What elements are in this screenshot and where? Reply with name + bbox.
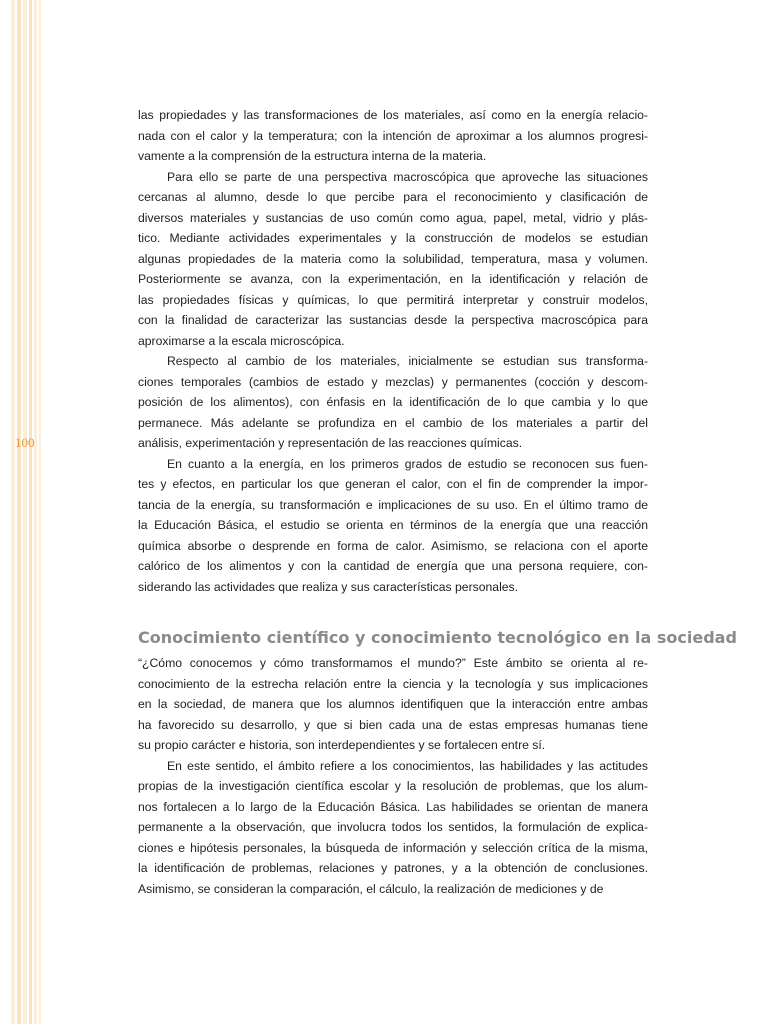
text-line: análisis, experimentación y representación de las reacciones químicas. [138,436,523,450]
margin-stripe [17,0,21,1024]
text-line: ciones e hipótesis personales, la búsqueda de información y selección crítica de la misma, [138,840,648,855]
section-heading: Conocimiento científico y conocimiento tecnológico en la sociedad [138,628,737,647]
text-line: tes y efectos, en particular los que generan el calor, con el fin de comprender la impor- [138,477,648,491]
text-line: la identificación de problemas, relaciones y patrones, y a la obtención de conclusiones. [138,861,648,875]
page-number: 100 [15,435,35,450]
text-line: Respecto al cambio de los materiales, inicialmente se estudian sus transforma- [167,354,648,368]
text-line: tico. Mediante actividades experimentales y la construcción de modelos se estudian [138,231,648,245]
text-line: diversos materiales y sustancias de uso común como agua, papel, metal, vidrio y plás- [138,210,648,225]
paragraph [138,454,648,598]
text-line: posición de los alimentos), con énfasis en la identificación de lo que cambia y lo que [138,395,648,409]
margin-stripe [34,0,37,1024]
text-line: Posteriormente se avanza, con la experimentación, en la identificación y relación de [138,272,648,286]
section-text [138,653,648,899]
text-line: química absorbe o desprende en forma de calor. Asimismo, se relaciona con el aporte [138,538,648,553]
text-line: siderando las actividades que realiza y sus características personales. [138,579,519,594]
page-content [138,105,737,899]
text-line: propias de la investigación científica escolar y la resolución de problemas, que los alum- [138,779,648,793]
paragraph [138,351,648,454]
margin-stripe [29,0,32,1024]
paragraph [138,105,648,167]
text-line: tancia de la energía, su transformación e implicaciones de su uso. En el último tramo de [138,497,648,512]
text-line: la Educación Básica, el estudio se orienta en términos de la energía que una reacción [138,518,648,532]
text-line: las propiedades y las transformaciones de los materiales, así como en la energía relacio- [138,108,648,122]
text-line: en la sociedad, de manera que los alumnos identifiquen que la interacción entre ambas [138,697,648,711]
text-line: En cuanto a la energía, en los primeros grados de estudio se reconocen sus fuen- [167,456,648,471]
text-line: Asimismo, se consideran la comparación, el cálculo, la realización de mediciones y de [138,881,604,896]
text-line: aproximarse a la escala microscópica. [138,333,345,348]
text-line: nada con el calor y la temperatura; con la intención de aproximar a los alumnos progresi- [138,128,648,143]
paragraph [138,167,648,352]
margin-stripe [11,0,15,1024]
text-line: Para ello se parte de una perspectiva macroscópica que aproveche las situaciones [167,169,648,184]
text-line: “¿Cómo conocemos y cómo transformamos el mundo?” Este ámbito se orienta al re- [138,656,648,670]
text-line: vamente a la comprensión de la estructura interna de la materia. [138,149,487,163]
text-line: algunas propiedades de la materia como la solubilidad, temperatura, masa y volumen. [138,251,648,266]
text-line: su propio carácter e historia, son interdependientes y se fortalecen entre sí. [138,738,546,752]
text-line: ha favorecido su desarrollo, y que si bien cada una de estas empresas humanas tiene [138,717,648,732]
text-line: En este sentido, el ámbito refiere a los conocimientos, las habilidades y las actitudes [167,758,648,773]
body-text [138,105,648,597]
text-line: con la finalidad de caracterizar las sustancias desde la perspectiva macroscópica para [138,313,648,327]
text-line: ciones temporales (cambios de estado y mezclas) y permanentes (cocción y descom- [138,374,648,389]
paragraph [138,653,648,756]
text-line: conocimiento de la estrecha relación entre la ciencia y la tecnología y sus implicaciones [138,676,648,691]
paragraph [138,756,648,900]
margin-stripe [39,0,41,1024]
text-line: cercanas al alumno, desde lo que percibe para el reconocimiento y clasificación de [138,190,648,204]
margin-stripe [23,0,27,1024]
text-line: calórico de los alimentos y con la cantidad de energía que una persona requiere, con- [138,559,648,573]
text-line: nos fortalecen a lo largo de la Educación Básica. Las habilidades se orientan de manera [138,799,648,814]
text-line: las propiedades físicas y químicas, lo que permitirá interpretar y construir modelos, [138,292,648,307]
text-line: permanente a la observación, que involucra todos los sentidos, la formulación de explica- [138,820,648,834]
text-line: permanece. Más adelante se profundiza en el cambio de los materiales a partir del [138,415,648,430]
